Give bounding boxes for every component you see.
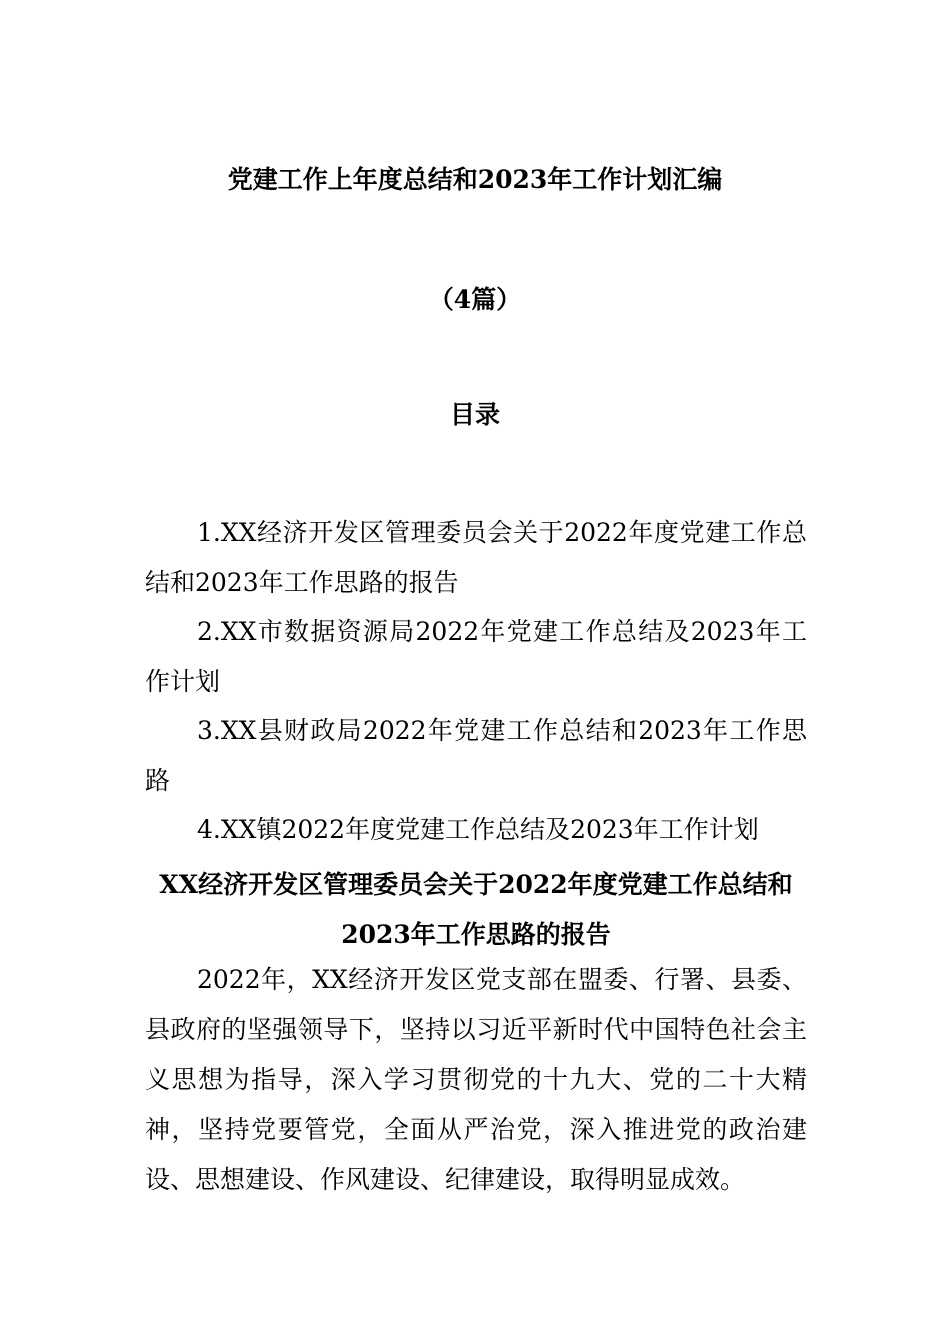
section-title-line-1: XX经济开发区管理委员会关于2022年度党建工作总结和: [159, 870, 793, 899]
section-title-line-2: 2023年工作思路的报告: [341, 919, 611, 949]
toc-heading: 目录: [449, 400, 500, 429]
document-count: （4篇）: [428, 285, 522, 314]
document-title: 党建工作上年度总结和2023年工作计划汇编: [227, 165, 723, 194]
table-of-contents: [145, 508, 807, 855]
toc-item-2: 2.XX市数据资源局2022年党建工作总结及2023年工作计划: [145, 617, 807, 696]
toc-item-4: 4.XX镇2022年度党建工作总结及2023年工作计划: [197, 815, 759, 844]
section-title: [145, 860, 807, 959]
body-paragraph: 2022年，XX经济开发区党支部在盟委、行署、县委、县政府的坚强领导下，坚持以习近平新时代中国特色社会主义思想为指导，深入学习贯彻党的十九大、党的二十大精神，坚持党要管党，全面从严治党，深入推进党的政治建设、思想建设、作风建设、纪律建设，取得明显成效。: [145, 965, 807, 1194]
toc-item-3: 3.XX县财政局2022年党建工作总结和2023年工作思路: [145, 716, 807, 795]
toc-item-1: 1.XX经济开发区管理委员会关于2022年度党建工作总结和2023年工作思路的报告: [145, 518, 807, 597]
